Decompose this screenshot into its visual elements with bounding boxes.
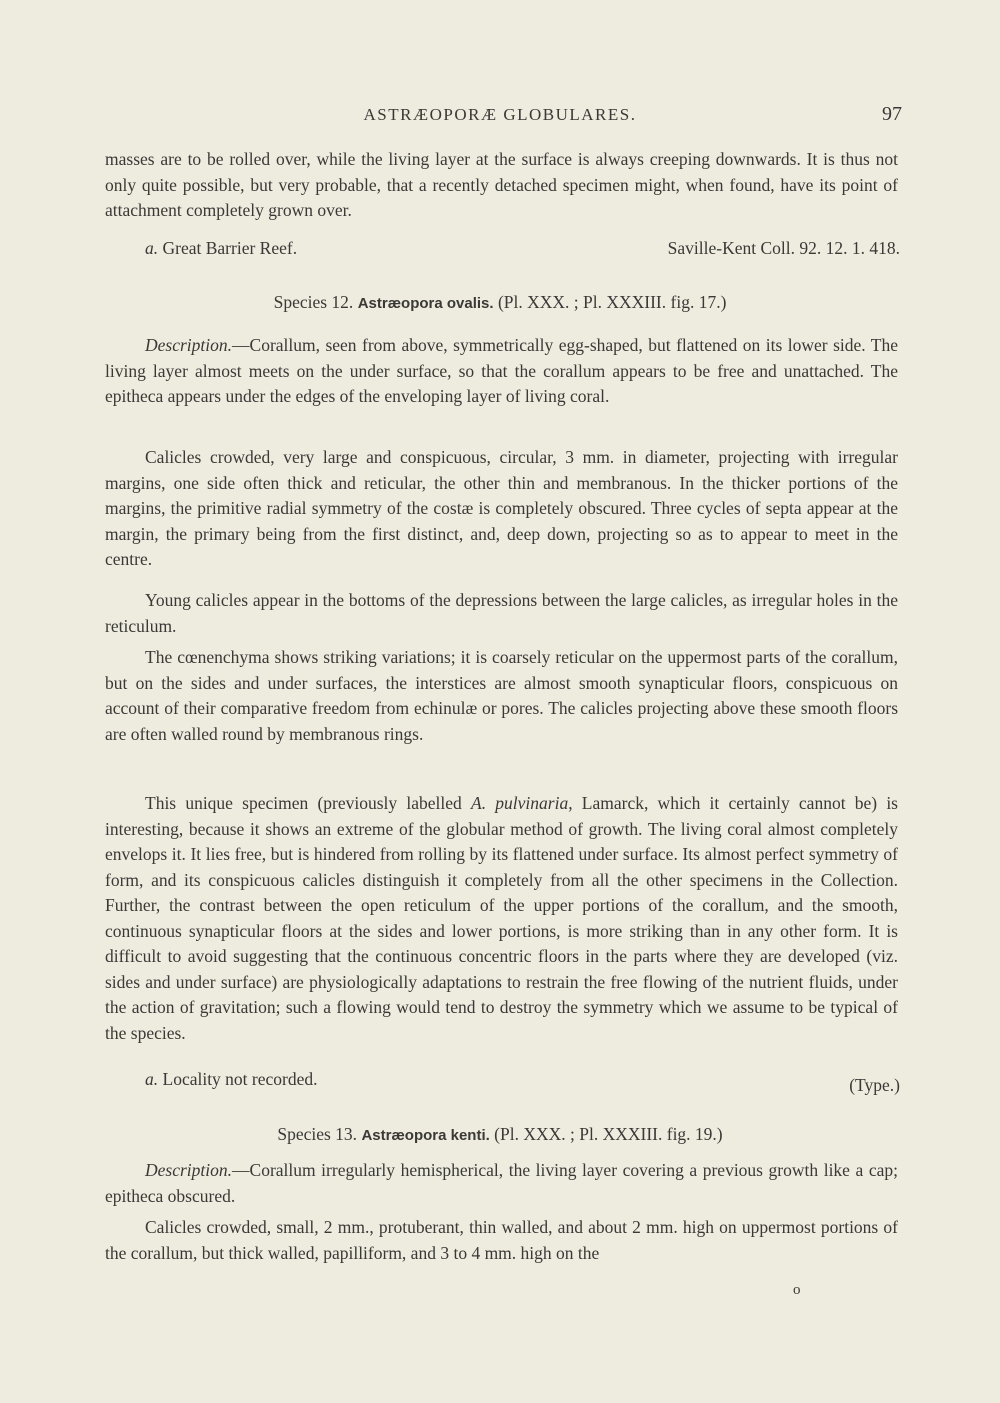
signature-mark: o [793, 1282, 801, 1298]
note-italic-name: A. pulvinaria [471, 793, 569, 813]
description-paragraph [105, 1158, 898, 1209]
specimen-record-1 [105, 238, 900, 264]
record-marker: a. [145, 238, 159, 258]
specimen-note-paragraph [105, 791, 898, 1046]
species-name: Astræopora ovalis. [357, 295, 494, 312]
young-calicles-paragraph: Young calicles appear in the bottoms of the depressions between the large calicles, as irregular holes in the reticulum. [105, 590, 898, 636]
running-header [0, 103, 1000, 129]
species-name: Astræopora kenti. [361, 1127, 490, 1144]
record-locality: Locality not recorded. [162, 1069, 318, 1089]
description-paragraph [105, 333, 898, 410]
record-marker: a. [145, 1069, 159, 1089]
calicles-paragraph: Calicles crowded, very large and conspicuous, circular, 3 mm. in diameter, projecting with irregular margins, one side often thick and reticular, the other thin and membranous. In the thicker portions of the margins, the primitive radial symmetry of the costæ is completely obscured. Three cycles of septa appear at the margin, the primary being from the first distinct, and, deep down, projecting so as to appear to meet in the centre. [105, 447, 898, 569]
record-type: (Type.) [849, 1075, 900, 1095]
note-text-after: , Lamarck, which it certainly cannot be) is interesting, because it shows an extreme of the globular method of growth. The living coral almost completely envelops it. It lies free, but is hindered from rolling by its flattened under surface. Its almost perfect symmetry of form, and its conspicuous calicles distinguish it completely from all the other specimens in the Collection. Further, the contrast between the open reticulum of the upper portions of the corallum, and the smooth, continuous synapticular floors at the sides and lower portions, is more striking than in any other form. It is difficult to avoid suggesting that the continuous concentric floors in the parts where they are developed (viz. sides and under surface) are physiologically adaptations to restrain the free flowing of the nutrient fluids, under the action of gravitation; such a flowing would tend to destroy the symmetry which we assume to be typical of the species. [105, 793, 898, 1043]
calicles-paragraph: Calicles crowded, small, 2 mm., protuberant, thin walled, and about 2 mm. high on uppermost portions of the corallum, but thick walled, papilliform, and 3 to 4 mm. high on the [105, 1217, 898, 1263]
paragraph-continuation: masses are to be rolled over, while the living layer at the surface is always creeping downwards. It is thus not only quite possible, but very probable, that a recently detached specimen might, when found, have its point of attachment completely grown over. [105, 149, 898, 220]
description-label: Description. [145, 335, 233, 355]
species-13-heading [0, 1124, 1000, 1145]
species-prefix: Species 13. [277, 1124, 358, 1144]
record-collection: Saville-Kent Coll. 92. 12. 1. 418. [667, 238, 900, 258]
coenenchyma-paragraph: The cœnenchyma shows striking variations; it is coarsely reticular on the uppermost parts of the corallum, but on the sides and under surfaces, the interstices are almost smooth synapticular floors, conspicuous on account of their comparative freedom from echinulæ or pores. The calicles projecting above these smooth floors are often walled round by membranous rings. [105, 647, 898, 744]
species-12-heading [0, 292, 1000, 313]
description-text: —Corallum, seen from above, symmetrically egg-shaped, but flattened on its lower side. The living layer almost meets on the under surface, so that the corallum appears to be free and unattached. The epitheca appears under the edges of the enveloping layer of living coral. [105, 335, 898, 406]
note-text-before: This unique specimen (previously labelled [145, 793, 471, 813]
description-text: —Corallum irregularly hemispherical, the living layer covering a previous growth like a cap; epitheca obscured. [105, 1160, 898, 1206]
species-plate-refs: (Pl. XXX. ; Pl. XXXIII. fig. 19.) [494, 1124, 723, 1144]
page-number: 97 [882, 103, 902, 125]
running-title: ASTRÆOPORÆ GLOBULARES. [363, 105, 637, 124]
species-prefix: Species 12. [273, 292, 354, 312]
record-locality: Great Barrier Reef. [162, 238, 298, 258]
species-plate-refs: (Pl. XXX. ; Pl. XXXIII. fig. 17.) [497, 292, 727, 312]
specimen-record-2 [105, 1069, 900, 1095]
description-label: Description. [145, 1160, 233, 1180]
